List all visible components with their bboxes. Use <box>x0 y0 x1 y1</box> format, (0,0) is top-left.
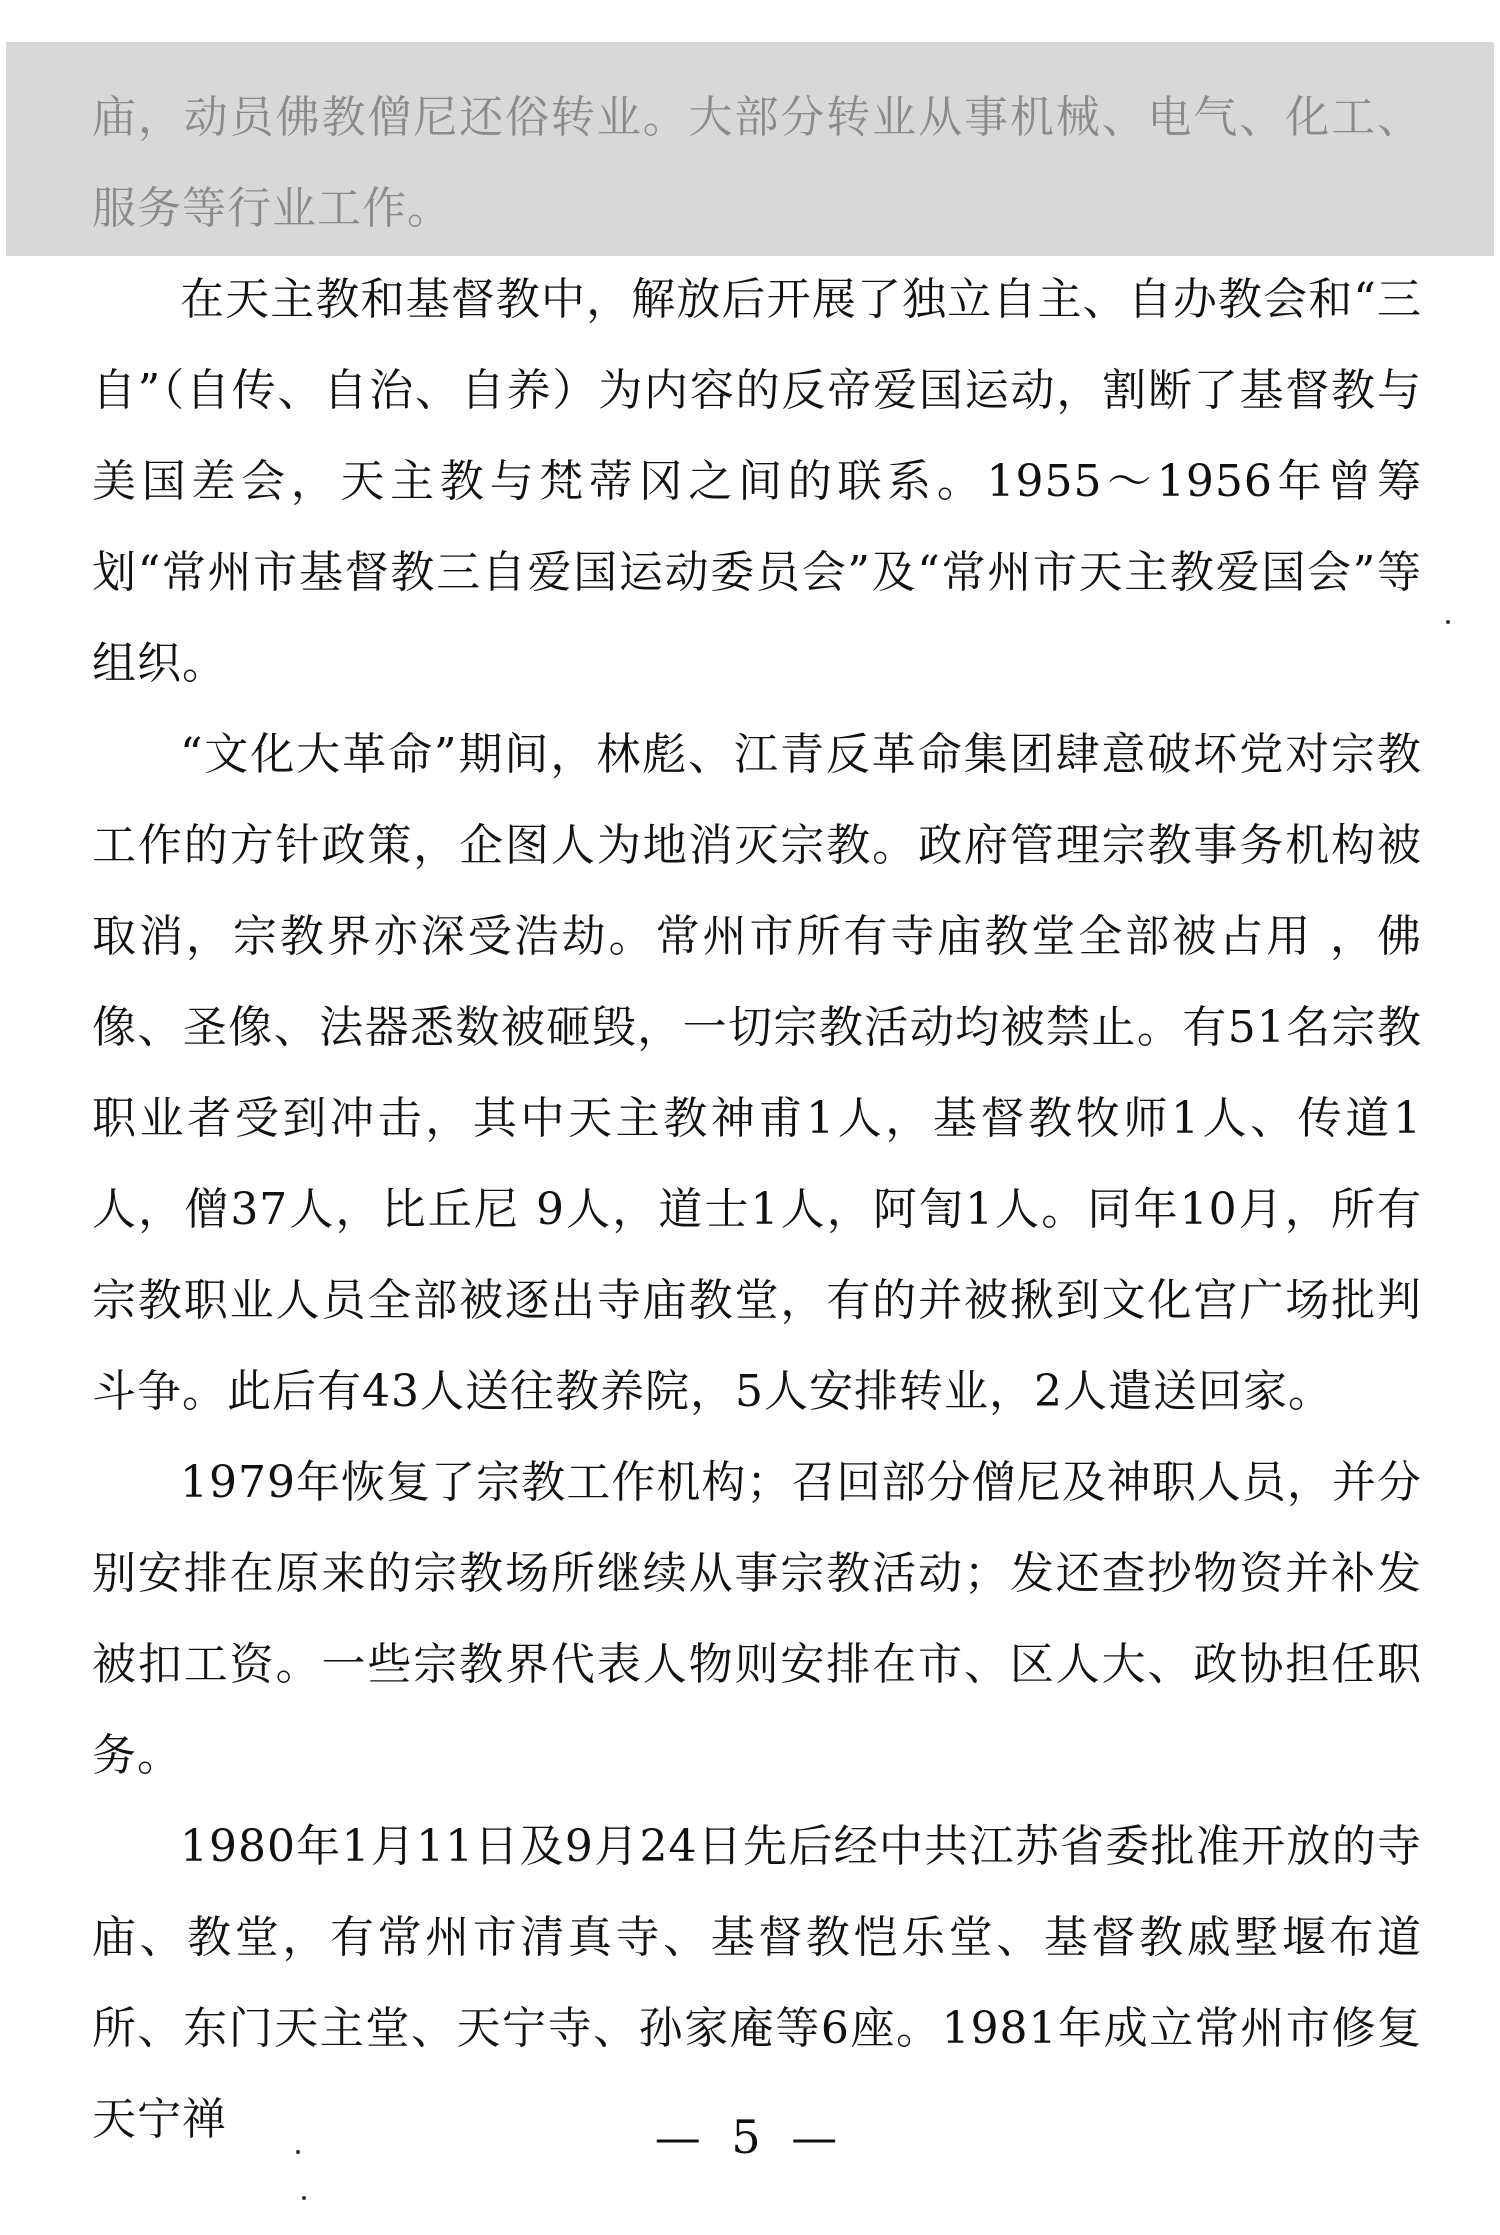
scan-speck <box>1446 620 1450 624</box>
paragraph-1980: 1980年1月11日及9月24日先后经中共江苏省委批准开放的寺庙、教堂，有常州市清真寺、基督教恺乐堂、基督教戚墅堰布道所、东门天主堂、天宁寺、孙家庵等6座。1981年成立常州市修复天宁禅 <box>92 1821 1422 2145</box>
paragraph-continuation: 庙，动员佛教僧尼还俗转业。大部分转业从事机械、电气、化工、服务等行业工作。 <box>92 92 1422 234</box>
page-number: — 5 — <box>654 2110 846 2164</box>
scan-speck <box>302 2196 306 2200</box>
scan-speck <box>296 2150 300 2154</box>
paragraph-1979: 1979年恢复了宗教工作机构；召回部分僧尼及神职人员，并分别安排在原来的宗教场所继续从事宗教活动；发还查抄物资并补发被扣工资。一些宗教界代表人物则安排在市、区人大、政协担任职务。 <box>92 1457 1422 1781</box>
body-text <box>92 72 1422 2165</box>
paragraph-three-self: 在天主教和基督教中，解放后开展了独立自主、自办教会和“三自”（自传、自治、自养）为内容的反帝爱国运动，割断了基督教与美国差会，天主教与梵蒂冈之间的联系。1955～1956年曾筹划“常州市基督教三自爱国运动委员会”及“常州市天主教爱国会”等组织。 <box>92 274 1422 689</box>
paragraph-cultural-revolution: “文化大革命”期间，林彪、江青反革命集团肆意破坏党对宗教工作的方针政策，企图人为地消灭宗教。政府管理宗教事务机构被取消，宗教界亦深受浩劫。常州市所有寺庙教堂全部被占用 ，佛像、圣像、法器悉数被砸毁，一切宗教活动均被禁止。有51名宗教职业者受到冲击，其中天主教神甫1人，基督教牧师1人、传道1人，僧37人，比丘尼 9人，道士1人，阿訇1人。同年10月，所有宗教职业人员全部被逐出寺庙教堂，有的并被揪到文化宫广场批判斗争。此后有43人送往教养院，5人安排转业，2人遣送回家。 <box>92 729 1422 1417</box>
